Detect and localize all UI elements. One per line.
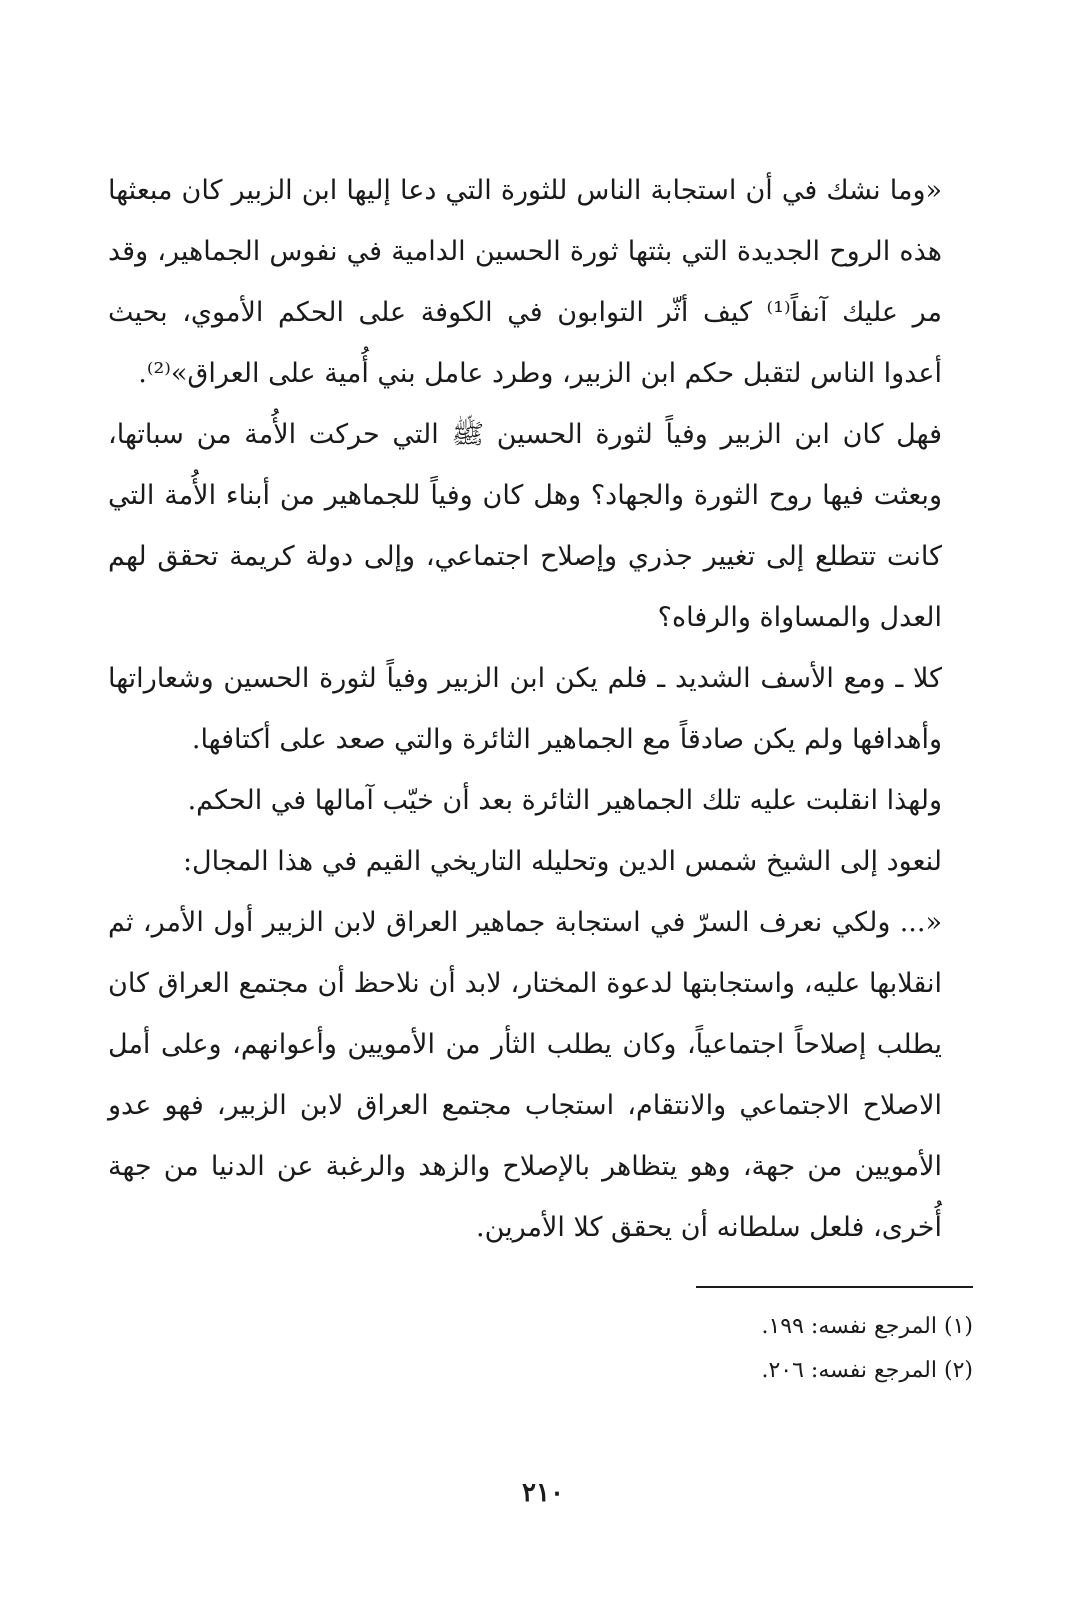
footnote-2: (٢) المرجع نفسه: ٢٠٦. xyxy=(761,1358,973,1383)
paragraph-1: «وما نشك في أن استجابة الناس للثورة التي دعا إليها ابن الزبير كان مبعثها هذه الروح الجديدة التي بثتها ثورة الحسين الدامية في نفوس الجماهير، وقد مر عليك آنفاً⁽¹⁾ كيف أثّر التوابون في الكوفة على الحكم الأموي، بحيث أعدوا الناس لتقبل حكم ابن الزبير، وطرد عامل بني أُمية على العراق»⁽²⁾. xyxy=(108,175,942,389)
paragraph-6: «... ولكي نعرف السرّ في استجابة جماهير العراق لابن الزبير أول الأمر، ثم انقلابها عليه، واستجابتها لدعوة المختار، لابد أن نلاحظ أن مجتمع العراق كان يطلب إصلاحاً اجتماعياً، وكان يطلب الثأر من الأمويين وأعوانهم، وعلى أمل الاصلاح الاجتماعي والانتقام، استجاب مجتمع العراق لابن الزبير، فهو عدو الأمويين من جهة، وهو يتظاهر بالإصلاح والزهد والرغبة عن الدنيا من جهة أُخرى، فلعل سلطانه أن يحقق كلا الأمرين. xyxy=(108,907,942,1243)
page-number: ٢١٠ xyxy=(522,1478,564,1508)
footnote-divider xyxy=(696,1286,973,1288)
paragraph-2: فهل كان ابن الزبير وفياً لثورة الحسين ﷺ التي حركت الأُمة من سباتها، وبعثت فيها روح الثورة والجهاد؟ وهل كان وفياً للجماهير من أبناء الأُمة التي كانت تتطلع إلى تغيير جذري وإصلاح اجتماعي، وإلى دولة كريمة تحقق لهم العدل والمساواة والرفاه؟ xyxy=(108,419,942,633)
main-text xyxy=(108,160,942,1258)
paragraph-5: لنعود إلى الشيخ شمس الدين وتحليله التاريخي القيم في هذا المجال: xyxy=(182,846,942,877)
footnotes xyxy=(373,1305,973,1393)
paragraph-3: كلا ـ ومع الأسف الشديد ـ فلم يكن ابن الزبير وفياً لثورة الحسين وشعاراتها وأهدافها ولم يكن صادقاً مع الجماهير الثائرة والتي صعد على أكتافها. xyxy=(108,663,942,755)
paragraph-4: ولهذا انقلبت عليه تلك الجماهير الثائرة بعد أن خيّب آمالها في الحكم. xyxy=(187,785,942,816)
footnote-1: (١) المرجع نفسه: ١٩٩. xyxy=(761,1314,973,1339)
